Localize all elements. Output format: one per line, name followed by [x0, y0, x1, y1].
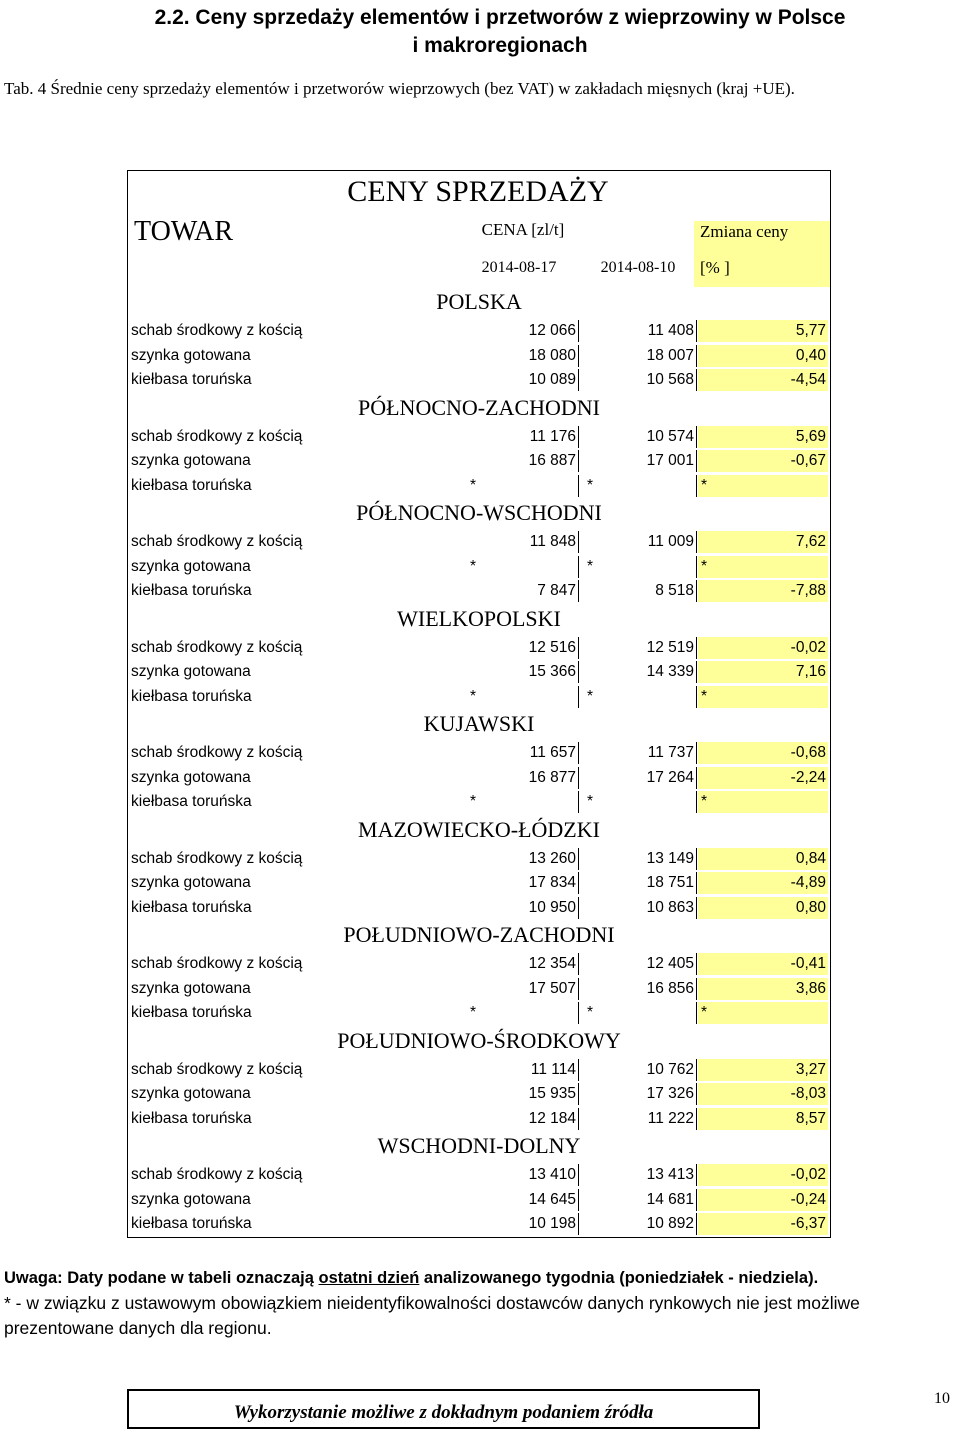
price-current: 12 354	[528, 955, 576, 972]
cell-divider	[696, 1164, 697, 1186]
price-previous: 10 892	[646, 1215, 694, 1232]
date2-header: 2014-08-10	[600, 259, 676, 276]
price-previous: 10 762	[646, 1060, 694, 1078]
product-name: schab środkowy z kością	[131, 533, 303, 550]
price-current: *	[470, 1004, 477, 1021]
product-name: schab środkowy z kością	[131, 1166, 303, 1183]
price-current: *	[470, 793, 477, 810]
product-name: szynka gotowana	[131, 346, 251, 364]
table-row	[128, 1001, 830, 1026]
price-previous: 14 681	[646, 1190, 694, 1208]
price-change	[698, 791, 828, 813]
product-name: kiełbasa toruńska	[131, 476, 252, 494]
region-header: PÓŁNOCNO-WSCHODNI	[356, 500, 602, 525]
table-row	[128, 847, 830, 872]
price-previous: 10 568	[646, 371, 694, 388]
cell-divider	[578, 450, 579, 472]
product-name: schab środkowy z kością	[131, 744, 303, 761]
price-current: 10 950	[528, 898, 576, 916]
price-change: -0,02	[698, 637, 828, 659]
table-row	[128, 555, 830, 580]
table-row	[128, 474, 830, 499]
cell-divider	[578, 1059, 579, 1081]
table-row	[128, 344, 830, 369]
product-name: kiełbasa toruńska	[131, 1215, 252, 1232]
price-previous: 8 518	[655, 582, 694, 599]
product-name: szynka gotowana	[131, 1190, 251, 1208]
price-change: -7,88	[698, 580, 828, 602]
cell-divider	[696, 767, 697, 789]
price-change-text: *	[701, 557, 708, 575]
cell-divider	[696, 742, 697, 764]
table-row	[128, 579, 830, 604]
price-previous: 11 222	[647, 1109, 694, 1127]
cell-divider	[578, 1002, 579, 1024]
region-header: POŁUDNIOWO-ŚRODKOWY	[337, 1027, 621, 1053]
col-zmiana-header: Zmiana ceny	[700, 222, 789, 241]
table-row	[128, 685, 830, 710]
table-row	[128, 425, 830, 450]
cell-divider	[578, 1083, 579, 1105]
product-name: szynka gotowana	[131, 452, 251, 469]
product-name: kiełbasa toruńska	[131, 1109, 252, 1127]
col-cena-header: CENA [zl/t]	[481, 220, 565, 239]
cell-divider	[696, 848, 697, 870]
cell-divider	[696, 686, 697, 708]
price-change: 5,69	[698, 426, 828, 448]
price-change: -0,24	[698, 1189, 828, 1211]
product-name: kiełbasa toruńska	[131, 1004, 252, 1021]
price-change-text: *	[701, 476, 708, 494]
table-row	[128, 896, 830, 921]
product-name: schab środkowy z kością	[131, 322, 303, 339]
price-change: 5,77	[698, 320, 828, 342]
price-current: *	[470, 557, 477, 575]
region-header: WSCHODNI-DOLNY	[377, 1133, 581, 1158]
cell-divider	[696, 1059, 697, 1081]
table-row	[128, 368, 830, 393]
table-row	[128, 1188, 830, 1213]
product-name: kiełbasa toruńska	[131, 793, 252, 810]
product-name: schab środkowy z kością	[131, 427, 303, 445]
cell-divider	[696, 531, 697, 553]
table-title: CENY SPRZEDAŻY	[347, 175, 609, 208]
table-row	[128, 530, 830, 555]
uwaga-suffix: analizowanego tygodnia (poniedziałek - niedziela).	[419, 1269, 819, 1287]
product-name: szynka gotowana	[131, 768, 251, 786]
price-previous: 10 863	[646, 898, 694, 916]
price-change: -0,41	[698, 953, 828, 975]
cell-divider	[696, 953, 697, 975]
product-name: kiełbasa toruńska	[131, 582, 252, 599]
cell-divider	[578, 1189, 579, 1211]
date1-header: 2014-08-17	[481, 259, 557, 276]
price-current: 11 176	[529, 427, 576, 445]
price-previous: *	[587, 1004, 594, 1021]
price-current: 14 645	[528, 1190, 576, 1208]
price-change: 0,84	[698, 848, 828, 870]
cell-divider	[578, 369, 579, 391]
table-row	[128, 741, 830, 766]
cell-divider	[696, 661, 697, 683]
table-row	[128, 1082, 830, 1107]
cell-divider	[696, 1213, 697, 1235]
cell-divider	[578, 742, 579, 764]
cell-divider	[578, 580, 579, 602]
price-current: 11 848	[529, 533, 576, 550]
cell-divider	[696, 450, 697, 472]
price-change: 7,62	[698, 531, 828, 553]
price-change	[698, 475, 828, 497]
product-name: schab środkowy z kością	[131, 849, 303, 867]
product-name: schab środkowy z kością	[131, 638, 303, 656]
price-previous: 11 009	[647, 533, 694, 550]
product-name: szynka gotowana	[131, 1085, 251, 1102]
price-current: 11 657	[529, 744, 576, 761]
star-note: * - w związku z ustawowym obowiązkiem nieidentyfikowalności dostawców danych rynkowych nie jest możliwe prezentowane danych dla regionu.	[4, 1293, 860, 1338]
cell-divider	[578, 897, 579, 919]
col-pct-header: [% ]	[700, 258, 730, 277]
price-change: 3,86	[698, 978, 828, 1000]
cell-divider	[696, 1108, 697, 1130]
price-previous: *	[587, 557, 594, 575]
page-number: 10	[934, 1390, 950, 1407]
region-header: WIELKOPOLSKI	[397, 605, 561, 631]
product-name: szynka gotowana	[131, 663, 251, 680]
product-name: szynka gotowana	[131, 874, 251, 891]
price-change: -8,03	[698, 1083, 828, 1105]
price-table	[127, 170, 831, 1238]
cell-divider	[578, 848, 579, 870]
price-change: 3,27	[698, 1059, 828, 1081]
product-name: szynka gotowana	[131, 979, 251, 997]
price-previous: 18 751	[646, 874, 694, 891]
table-row	[128, 1058, 830, 1083]
price-current: 15 366	[528, 663, 576, 680]
cell-divider	[696, 556, 697, 578]
price-previous: 18 007	[646, 346, 694, 364]
price-current: 18 080	[528, 346, 576, 364]
uwaga-note	[4, 1267, 818, 1289]
price-current: 10 198	[528, 1215, 576, 1232]
price-current: *	[470, 476, 477, 494]
price-change: -0,67	[698, 450, 828, 472]
cell-divider	[696, 1083, 697, 1105]
cell-divider	[578, 320, 579, 342]
price-previous: *	[587, 793, 594, 810]
cell-divider	[578, 475, 579, 497]
section-title-line2: i makroregionach	[412, 34, 588, 57]
price-previous: 11 737	[647, 744, 694, 761]
cell-divider	[696, 978, 697, 1000]
cell-divider	[696, 637, 697, 659]
price-previous: 17 326	[646, 1085, 694, 1102]
price-change: -4,54	[698, 369, 828, 391]
price-current: 16 877	[528, 768, 576, 786]
cell-divider	[696, 791, 697, 813]
region-header: POLSKA	[436, 289, 522, 314]
price-change: 0,80	[698, 897, 828, 919]
price-change: 0,40	[698, 345, 828, 367]
cell-divider	[578, 661, 579, 683]
section-title-line1: 2.2. Ceny sprzedaży elementów i przetworów z wieprzowiny w Polsce	[154, 6, 846, 29]
price-previous: 11 408	[647, 322, 694, 339]
price-current: 12 516	[528, 638, 576, 656]
table-row	[128, 636, 830, 661]
region-header: PÓŁNOCNO-ZACHODNI	[358, 394, 600, 420]
price-change-text: *	[701, 793, 708, 810]
price-current: 13 260	[528, 849, 576, 867]
table-row	[128, 1163, 830, 1188]
region-header: MAZOWIECKO-ŁÓDZKI	[358, 816, 600, 842]
cell-divider	[578, 1164, 579, 1186]
cell-divider	[578, 686, 579, 708]
cell-divider	[696, 426, 697, 448]
price-change	[698, 686, 828, 708]
cell-divider	[696, 872, 697, 894]
cell-divider	[578, 978, 579, 1000]
price-change	[698, 1002, 828, 1024]
price-change-text: *	[701, 1004, 708, 1021]
product-name: kiełbasa toruńska	[131, 371, 252, 388]
price-current: 17 834	[528, 874, 576, 891]
region-header: KUJAWSKI	[423, 711, 535, 736]
cell-divider	[578, 345, 579, 367]
table-row	[128, 1107, 830, 1132]
price-current: 15 935	[528, 1085, 576, 1102]
price-current: 10 089	[528, 371, 576, 388]
price-change: 8,57	[698, 1108, 828, 1130]
cell-divider	[696, 345, 697, 367]
price-current: 13 410	[528, 1166, 576, 1183]
price-previous: 10 574	[646, 427, 694, 445]
price-previous: 13 413	[646, 1166, 694, 1183]
table-caption: Tab. 4 Średnie ceny sprzedaży elementów i przetworów wieprzowych (bez VAT) w zakładach mięsnych (kraj +UE).	[4, 79, 795, 98]
table-row	[128, 871, 830, 896]
source-footer: Wykorzystanie możliwe z dokładnym podaniem źródła	[127, 1389, 760, 1429]
cell-divider	[696, 897, 697, 919]
cell-divider	[696, 475, 697, 497]
price-change: 7,16	[698, 661, 828, 683]
uwaga-underlined: ostatni dzień	[318, 1269, 420, 1287]
price-change: -4,89	[698, 872, 828, 894]
cell-divider	[578, 1108, 579, 1130]
col-towar-header: TOWAR	[134, 216, 234, 247]
table-row	[128, 790, 830, 815]
table-row	[128, 660, 830, 685]
cell-divider	[696, 1189, 697, 1211]
price-current: 12 066	[528, 322, 576, 339]
cell-divider	[578, 426, 579, 448]
price-previous: 17 001	[646, 452, 694, 469]
price-current: *	[470, 687, 477, 705]
price-current: 7 847	[537, 582, 576, 599]
price-current: 16 887	[528, 452, 576, 469]
table-row	[128, 977, 830, 1002]
product-name: kiełbasa toruńska	[131, 687, 252, 705]
price-current: 12 184	[528, 1109, 576, 1127]
product-name: schab środkowy z kością	[131, 955, 303, 972]
price-current: 11 114	[530, 1060, 576, 1078]
price-change-text: *	[701, 687, 708, 705]
price-previous: *	[587, 476, 594, 494]
cell-divider	[578, 531, 579, 553]
price-previous: 12 519	[646, 638, 694, 656]
cell-divider	[696, 1002, 697, 1024]
section-title	[120, 4, 880, 60]
cell-divider	[578, 637, 579, 659]
cell-divider	[578, 791, 579, 813]
price-current: 17 507	[528, 979, 576, 997]
price-previous: 16 856	[646, 979, 694, 997]
table-row	[128, 1212, 830, 1237]
uwaga-prefix: Uwaga: Daty podane w tabeli oznaczają	[4, 1269, 319, 1287]
table-row	[128, 766, 830, 791]
table-row	[128, 952, 830, 977]
price-change: -0,02	[698, 1164, 828, 1186]
price-previous: 17 264	[646, 768, 694, 786]
table-body	[128, 287, 830, 1237]
cell-divider	[696, 320, 697, 342]
cell-divider	[578, 556, 579, 578]
price-previous: 14 339	[646, 663, 694, 680]
price-change	[698, 556, 828, 578]
product-name: kiełbasa toruńska	[131, 898, 252, 916]
cell-divider	[578, 767, 579, 789]
region-header: POŁUDNIOWO-ZACHODNI	[343, 922, 615, 947]
price-change: -6,37	[698, 1213, 828, 1235]
cell-divider	[578, 1213, 579, 1235]
price-previous: 13 149	[646, 849, 694, 867]
price-change: -2,24	[698, 767, 828, 789]
price-previous: *	[587, 687, 594, 705]
price-previous: 12 405	[646, 955, 694, 972]
cell-divider	[578, 872, 579, 894]
price-change: -0,68	[698, 742, 828, 764]
product-name: szynka gotowana	[131, 557, 251, 575]
cell-divider	[696, 580, 697, 602]
cell-divider	[696, 369, 697, 391]
product-name: schab środkowy z kością	[131, 1060, 303, 1078]
table-row	[128, 319, 830, 344]
cell-divider	[578, 953, 579, 975]
table-row	[128, 449, 830, 474]
